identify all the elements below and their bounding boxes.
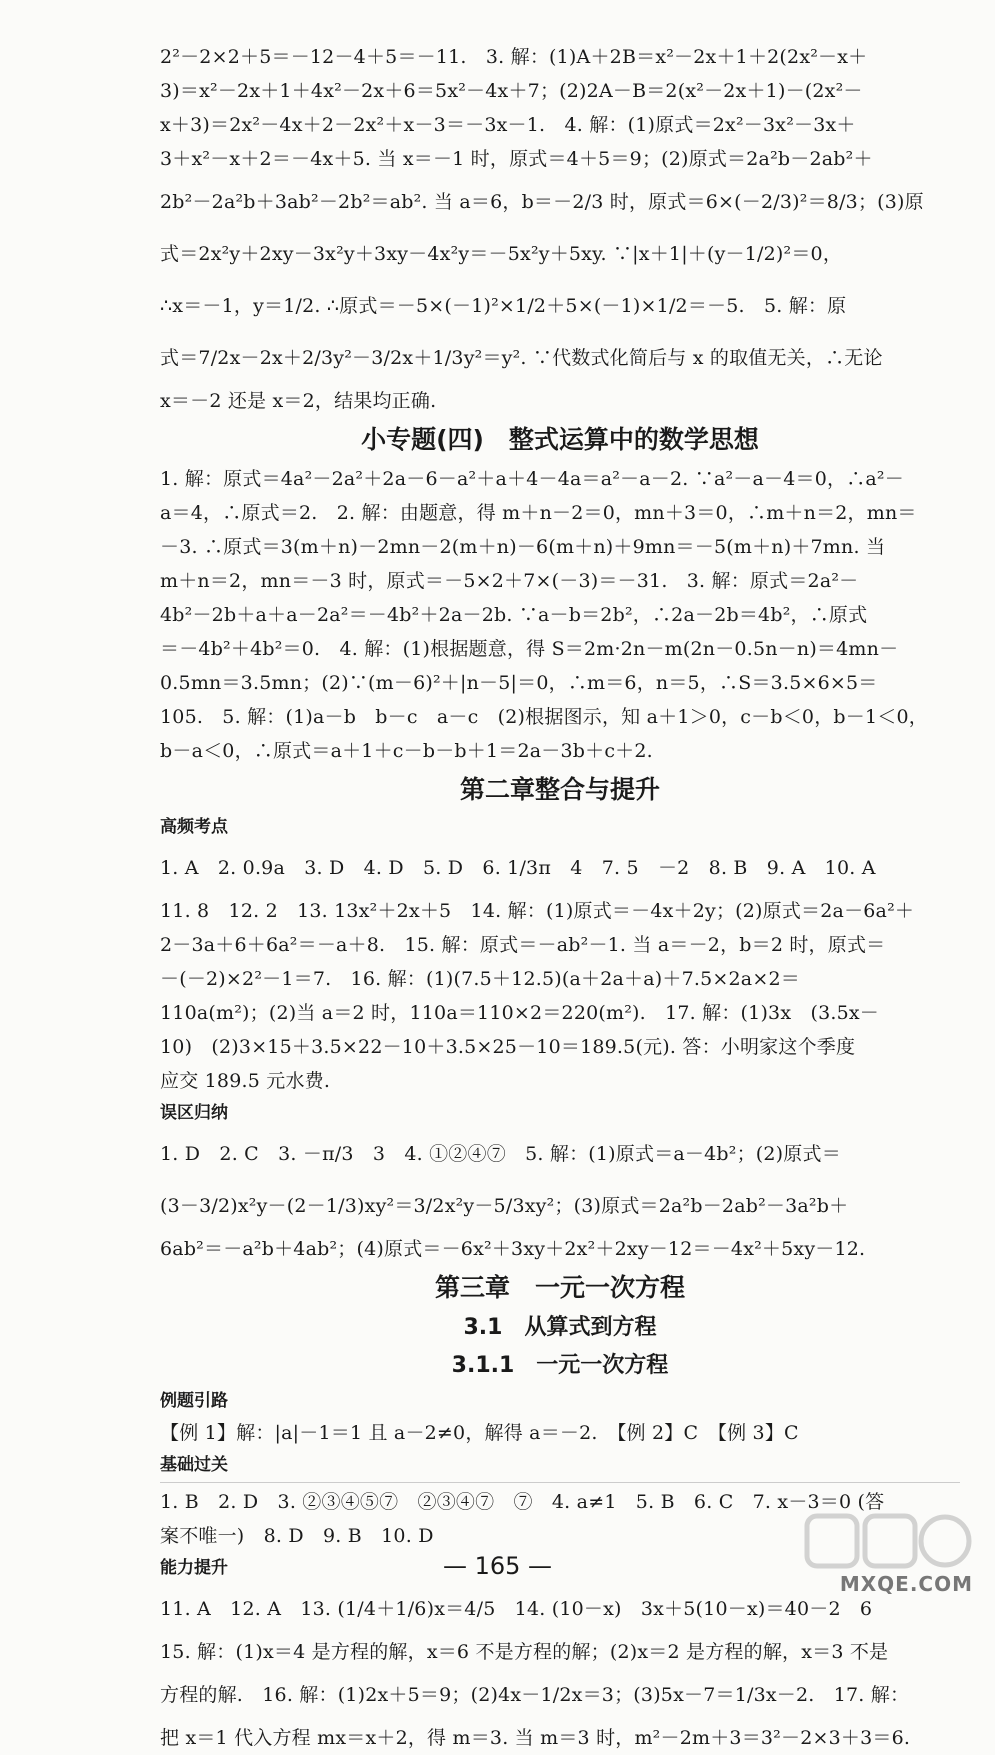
label-examples: 例题引路 xyxy=(160,1391,228,1411)
text-line: 110a(m²)；(2)当 a＝2 时，110a＝110×2＝220(m²). 17. 解：(1)3x (3.5x－ xyxy=(160,1002,880,1024)
text-line: 2²－2×2＋5＝－12－4＋5＝－11. 3. 解：(1)A＋2B＝x²－2x＋1＋2(2x²－x＋ xyxy=(160,46,868,68)
text-line: 11. 8 12. 2 13. 13x²＋2x＋5 14. 解：(1)原式＝－4x＋2y；(2)原式＝2a－6a²＋ xyxy=(160,900,915,922)
text-line: －(－2)×2²－1＝7. 16. 解：(1)(7.5＋12.5)(a＋2a＋a)＋7.5×2a×2＝ xyxy=(160,968,800,990)
text-line: 2－3a＋6＋6a²＝－a＋8. 15. 解：原式＝－ab²－1. 当 a＝－2，b＝2 时，原式＝ xyxy=(160,934,886,956)
text-line: 3＋x²－x＋2＝－4x＋5. 当 x＝－1 时，原式＝4＋5＝9；(2)原式＝2a²b－2ab²＋ xyxy=(160,148,873,170)
section-heading-topic4: 小专题(四) 整式运算中的数学思想 xyxy=(361,425,759,454)
text-line: 1. D 2. C 3. －π/3 3 4. ①②④⑦ 5. 解：(1)原式＝a－4b²；(2)原式＝ xyxy=(160,1143,841,1165)
text-line: ＝－4b²＋4b²＝0. 4. 解：(1)根据题意，得 S＝2m·2n－m(2n－0.5n－n)＝4mn－ xyxy=(160,638,899,660)
chapter2-summary-heading: 第二章整合与提升 xyxy=(459,775,660,804)
text-line: b－a＜0，∴原式＝a＋1＋c－b－b＋1＝2a－3b＋c＋2. xyxy=(160,740,653,762)
label-advanced: 能力提升 xyxy=(160,1558,228,1578)
watermark-text: MXQE.COM xyxy=(839,1572,973,1596)
chapter3-heading: 第三章 一元一次方程 xyxy=(434,1273,685,1302)
text-line: －3. ∴原式＝3(m＋n)－2mn－2(m＋n)－6(m＋n)＋9mn＝－5(m＋n)＋7mn. 当 xyxy=(160,536,886,558)
label-basics: 基础过关 xyxy=(160,1455,228,1475)
label-high-frequency: 高频考点 xyxy=(160,817,228,837)
text-line: 应交 189.5 元水费. xyxy=(160,1070,331,1092)
page-content xyxy=(160,40,960,1755)
text-line: 1. 解：原式＝4a²－2a²＋2a－6－a²＋a＋4－4a＝a²－a－2. ∵a²－a－4＝0，∴a²－ xyxy=(160,468,904,490)
text-line: 式＝7/2x－2x＋2/3y²－3/2x＋1/3y²＝y². ∵代数式化简后与 x 的取值无关，∴无论 xyxy=(160,347,883,369)
text-line: 11. A 12. A 13. (1/4＋1/6)x＝4/5 14. (10－x) 3x＋5(10－x)＝40－2 6 xyxy=(160,1598,873,1620)
text-line: 105. 5. 解：(1)a－b b－c a－c (2)根据图示，知 a＋1＞0，c－b＜0，b－1＜0， xyxy=(160,706,928,728)
divider xyxy=(160,1482,960,1483)
text-line: 式＝2x²y＋2xy－3x²y＋3xy－4x²y＝－5x²y＋5xy. ∵|x＋1|＋(y－1/2)²＝0， xyxy=(160,243,843,265)
text-line: 把 x＝1 代入方程 mx＝x＋2，得 m＝3. 当 m＝3 时，m²－2m＋3＝3²－2×3＋3＝6. xyxy=(160,1727,911,1749)
text-line: 方程的解. 16. 解：(1)2x＋5＝9；(2)4x－1/2x＝3；(3)5x－7＝1/3x－2. 17. 解： xyxy=(160,1684,910,1706)
page-number: — 165 — xyxy=(442,1552,553,1580)
text-line: 10) (2)3×15＋3.5×22－10＋3.5×25－10＝189.5(元). 答：小明家这个季度 xyxy=(160,1036,856,1058)
block-b xyxy=(160,462,960,768)
block-c xyxy=(160,842,960,1098)
block-d xyxy=(160,1128,960,1266)
text-line: x＋3)＝2x²－4x＋2－2x²＋x－3＝－3x－1. 4. 解：(1)原式＝2x²－3x²－3x＋ xyxy=(160,114,856,136)
section-3-1-heading: 3.1 从算式到方程 xyxy=(463,1315,657,1340)
text-line: 4b²－2b＋a＋a－2a²＝－4b²＋2a－2b. ∵a－b＝2b²，∴2a－2b＝4b²，∴原式 xyxy=(160,604,868,626)
text-line: 【例 1】解：|a|－1＝1 且 a－2≠0，解得 a＝－2. 【例 2】C 【例 3】C xyxy=(160,1422,799,1444)
text-line: 1. A 2. 0.9a 3. D 4. D 5. D 6. 1/3π 4 7. 5 －2 8. B 9. A 10. A xyxy=(160,857,876,879)
text-line: a＝4，∴原式＝2. 2. 解：由题意，得 m＋n－2＝0，mn＋3＝0，∴m＋n＝2，mn＝ xyxy=(160,502,917,524)
text-line: ∴x＝－1，y＝1/2. ∴原式＝－5×(－1)²×1/2＋5×(－1)×1/2＝－5. 5. 解：原 xyxy=(160,295,847,317)
text-line: 2b²－2a²b＋3ab²－2b²＝ab². 当 a＝6，b＝－2/3 时，原式＝6×(－2/3)²＝8/3；(3)原 xyxy=(160,191,924,213)
block-a xyxy=(160,40,960,418)
text-line: x＝－2 还是 x＝2，结果均正确. xyxy=(160,390,437,412)
block-f xyxy=(160,1583,960,1755)
text-line: 15. 解：(1)x＝4 是方程的解，x＝6 不是方程的解；(2)x＝2 是方程的解，x＝3 不是 xyxy=(160,1641,889,1663)
text-line: 0.5mn＝3.5mn；(2)∵(m－6)²＋|n－5|＝0，∴m＝6，n＝5，∴S＝3.5×6×5＝ xyxy=(160,672,878,694)
text-line: m＋n＝2，mn＝－3 时，原式＝－5×2＋7×(－3)＝－31. 3. 解：原式＝2a²－ xyxy=(160,570,859,592)
text-line: 案不唯一) 8. D 9. B 10. D xyxy=(160,1525,434,1547)
text-line: 1. B 2. D 3. ②③④⑤⑦ ②③④⑦ ⑦ 4. a≠1 5. B 6. C 7. x－3＝0 (答 xyxy=(160,1491,885,1513)
text-line: 6ab²＝－a²b＋4ab²；(4)原式＝－6x²＋3xy＋2x²＋2xy－12＝－4x²＋5xy－12. xyxy=(160,1238,866,1260)
text-line: (3－3/2)x²y－(2－1/3)xy²＝3/2x²y－5/3xy²；(3)原式＝2a²b－2ab²－3a²b＋ xyxy=(160,1195,849,1217)
label-mistakes: 误区归纳 xyxy=(160,1103,228,1123)
section-3-1-1-heading: 3.1.1 一元一次方程 xyxy=(451,1353,669,1378)
text-line: 3)＝x²－2x＋1＋4x²－2x＋6＝5x²－4x＋7；(2)2A－B＝2(x²－2x＋1)－(2x²－ xyxy=(160,80,863,102)
